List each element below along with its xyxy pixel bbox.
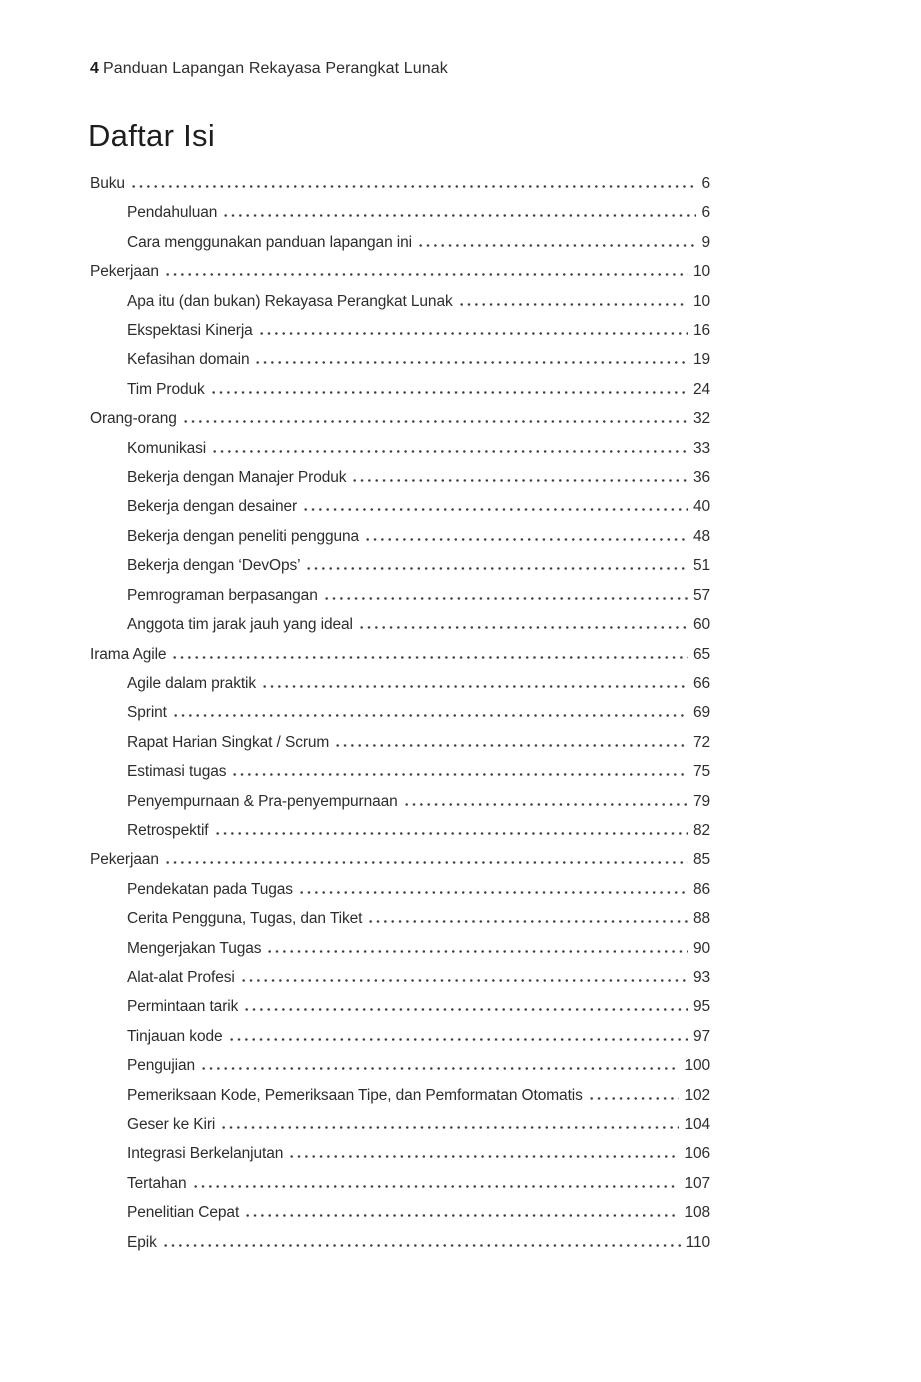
toc-entry[interactable] (90, 1198, 710, 1227)
toc-entry-label: Pekerjaan (90, 851, 159, 869)
toc-entry-label: Apa itu (dan bukan) Rekayasa Perangkat Lunak (127, 292, 453, 310)
dotted-leader (323, 597, 688, 600)
toc-entry-page: 33 (692, 439, 710, 457)
dotted-leader (200, 1067, 679, 1070)
toc-entry-label: Mengerjakan Tugas (127, 939, 262, 957)
dotted-leader (588, 1097, 680, 1100)
dotted-leader (305, 567, 687, 570)
dotted-leader (417, 244, 696, 247)
dotted-leader (334, 744, 688, 747)
toc-entry-page: 16 (692, 322, 710, 340)
dotted-leader (254, 361, 687, 364)
running-header (90, 60, 448, 78)
toc-entry-page: 107 (684, 1174, 710, 1192)
toc-entry-label: Pendahuluan (127, 204, 218, 222)
toc-entry-page: 97 (692, 1027, 710, 1045)
toc-entry[interactable] (90, 1081, 710, 1110)
toc-entry-page: 75 (692, 763, 710, 781)
toc-entry-page: 85 (692, 851, 710, 869)
dotted-leader (171, 656, 688, 659)
toc-entry[interactable] (90, 434, 710, 463)
toc-entry-page: 40 (692, 498, 710, 516)
toc-entry-page: 60 (692, 616, 710, 634)
toc-entry[interactable] (90, 1022, 710, 1051)
page-title: Daftar Isi (88, 118, 216, 153)
toc-entry-page: 10 (692, 292, 710, 310)
toc-entry-label: Penelitian Cepat (127, 1204, 240, 1222)
toc-entry-label: Pemeriksaan Kode, Pemeriksaan Tipe, dan Pemformatan Otomatis (127, 1086, 583, 1104)
toc-entry[interactable] (90, 669, 710, 698)
toc-entry-page: 9 (701, 233, 710, 251)
toc-entry-label: Retrospektif (127, 821, 209, 839)
toc-entry-label: Komunikasi (127, 439, 207, 457)
toc-entry-page: 24 (692, 380, 710, 398)
toc-entry-label: Agile dalam praktik (127, 674, 257, 692)
toc-entry-page: 57 (692, 586, 710, 604)
dotted-leader (240, 979, 688, 982)
toc-entry-label: Rapat Harian Singkat / Scrum (127, 733, 330, 751)
toc-entry[interactable] (90, 875, 710, 904)
toc-entry-label: Bekerja dengan peneliti pengguna (127, 527, 360, 545)
toc-entry-page: 95 (692, 998, 710, 1016)
dotted-leader (192, 1185, 680, 1188)
toc-entry[interactable] (90, 492, 710, 521)
toc-entry[interactable] (90, 551, 710, 580)
toc-entry[interactable] (90, 963, 710, 992)
dotted-leader (211, 450, 688, 453)
toc-entry-page: 104 (684, 1116, 710, 1133)
dotted-leader (261, 685, 688, 688)
dotted-leader (288, 1155, 679, 1158)
toc-entry-label: Cara menggunakan panduan lapangan ini (127, 233, 413, 251)
toc-entry[interactable] (90, 816, 710, 845)
toc-entry[interactable] (90, 1228, 710, 1257)
dotted-leader (367, 920, 688, 923)
toc-entry-label: Pekerjaan (90, 263, 159, 281)
toc-entry[interactable] (90, 992, 710, 1021)
dotted-leader (231, 773, 688, 776)
toc-entry-label: Orang-orang (90, 410, 177, 428)
toc-entry-label: Buku (90, 175, 125, 192)
toc-entry-label: Permintaan tarik (127, 998, 239, 1016)
toc-entry-page: 69 (692, 704, 710, 722)
toc-entry[interactable] (90, 375, 710, 404)
toc-entry[interactable] (90, 934, 710, 963)
dotted-leader (403, 803, 688, 806)
toc-entry[interactable] (90, 728, 710, 757)
toc-entry-page: 48 (692, 527, 710, 545)
toc-entry-label: Alat-alat Profesi (127, 968, 235, 986)
toc-entry-page: 66 (692, 674, 710, 692)
toc-entry-page: 79 (692, 792, 710, 810)
toc-entry[interactable] (90, 1169, 710, 1198)
dotted-leader (210, 391, 688, 394)
table-of-contents (90, 169, 710, 1257)
toc-entry-label: Epik (127, 1233, 157, 1251)
toc-entry-page: 100 (684, 1057, 710, 1075)
toc-entry[interactable] (90, 787, 710, 816)
dotted-leader (222, 214, 696, 217)
toc-entry-label: Tertahan (127, 1174, 187, 1192)
toc-entry[interactable] (90, 228, 710, 257)
toc-entry-label: Integrasi Berkelanjutan (127, 1145, 284, 1163)
toc-entry-label: Geser ke Kiri (127, 1116, 216, 1133)
toc-entry-page: 88 (692, 910, 710, 928)
toc-entry-label: Tim Produk (127, 380, 205, 398)
toc-entry[interactable] (90, 1139, 710, 1168)
toc-entry-page: 106 (684, 1145, 710, 1163)
toc-entry[interactable] (90, 1110, 710, 1139)
dotted-leader (228, 1038, 688, 1041)
toc-entry[interactable] (90, 287, 710, 316)
toc-entry-page: 86 (692, 880, 710, 898)
toc-entry[interactable] (90, 257, 710, 286)
dotted-leader (172, 714, 688, 717)
dotted-leader (302, 508, 688, 511)
dotted-leader (364, 538, 688, 541)
dotted-leader (243, 1008, 688, 1011)
toc-entry[interactable] (90, 698, 710, 727)
dotted-leader (358, 626, 688, 629)
toc-entry[interactable] (90, 345, 710, 374)
toc-entry-label: Pemrograman berpasangan (127, 586, 318, 604)
toc-entry[interactable] (90, 404, 710, 433)
toc-entry[interactable] (90, 610, 710, 639)
toc-entry[interactable] (90, 522, 710, 551)
toc-entry[interactable] (90, 198, 710, 227)
dotted-leader (162, 1244, 681, 1247)
dotted-leader (220, 1126, 679, 1129)
toc-entry-label: Estimasi tugas (127, 763, 227, 781)
toc-entry-page: 32 (692, 410, 710, 428)
toc-entry-page: 10 (692, 263, 710, 281)
toc-entry-label: Bekerja dengan ‘DevOps’ (127, 557, 301, 575)
dotted-leader (164, 861, 688, 864)
toc-entry-page: 102 (684, 1086, 710, 1104)
toc-entry-label: Anggota tim jarak jauh yang ideal (127, 616, 353, 634)
toc-entry-label: Bekerja dengan desainer (127, 498, 298, 516)
dotted-leader (182, 420, 688, 423)
toc-entry-page: 108 (684, 1204, 710, 1222)
dotted-leader (298, 891, 688, 894)
running-header-book-title: Panduan Lapangan Rekayasa Perangkat Lunak (103, 60, 448, 77)
toc-entry-label: Pengujian (127, 1057, 196, 1075)
toc-entry-page: 93 (692, 968, 710, 986)
toc-entry-label: Sprint (127, 704, 167, 722)
toc-entry-page: 90 (692, 939, 710, 957)
toc-entry-label: Penyempurnaan & Pra-penyempurnaan (127, 792, 398, 810)
toc-entry[interactable] (90, 757, 710, 786)
toc-entry-label: Bekerja dengan Manajer Produk (127, 469, 347, 487)
toc-entry-label: Tinjauan kode (127, 1027, 223, 1045)
toc-entry-label: Kefasihan domain (127, 351, 250, 369)
dotted-leader (258, 332, 688, 335)
toc-entry-page: 6 (701, 175, 710, 192)
toc-entry-page: 110 (685, 1233, 710, 1251)
toc-entry-label: Irama Agile (90, 645, 167, 663)
dotted-leader (458, 303, 688, 306)
dotted-leader (130, 185, 697, 188)
toc-entry-page: 6 (701, 204, 710, 222)
dotted-leader (244, 1214, 679, 1217)
dotted-leader (214, 832, 688, 835)
toc-entry-page: 36 (692, 469, 710, 487)
toc-entry[interactable] (90, 316, 710, 345)
dotted-leader (266, 950, 688, 953)
toc-entry-label: Pendekatan pada Tugas (127, 880, 293, 898)
toc-entry[interactable] (90, 581, 710, 610)
toc-entry-label: Cerita Pengguna, Tugas, dan Tiket (127, 910, 363, 928)
dotted-leader (164, 273, 688, 276)
toc-entry[interactable] (90, 1051, 710, 1080)
toc-entry-page: 65 (692, 645, 710, 663)
running-header-page-number: 4 (90, 60, 99, 77)
toc-entry[interactable] (90, 463, 710, 492)
dotted-leader (351, 479, 688, 482)
toc-entry[interactable] (90, 169, 710, 198)
toc-entry-page: 19 (692, 351, 710, 369)
toc-entry-label: Ekspektasi Kinerja (127, 322, 253, 340)
toc-entry-page: 72 (692, 733, 710, 751)
toc-entry[interactable] (90, 904, 710, 933)
toc-entry[interactable] (90, 640, 710, 669)
toc-entry-page: 51 (692, 557, 710, 575)
toc-entry[interactable] (90, 845, 710, 874)
toc-entry-page: 82 (692, 821, 710, 839)
